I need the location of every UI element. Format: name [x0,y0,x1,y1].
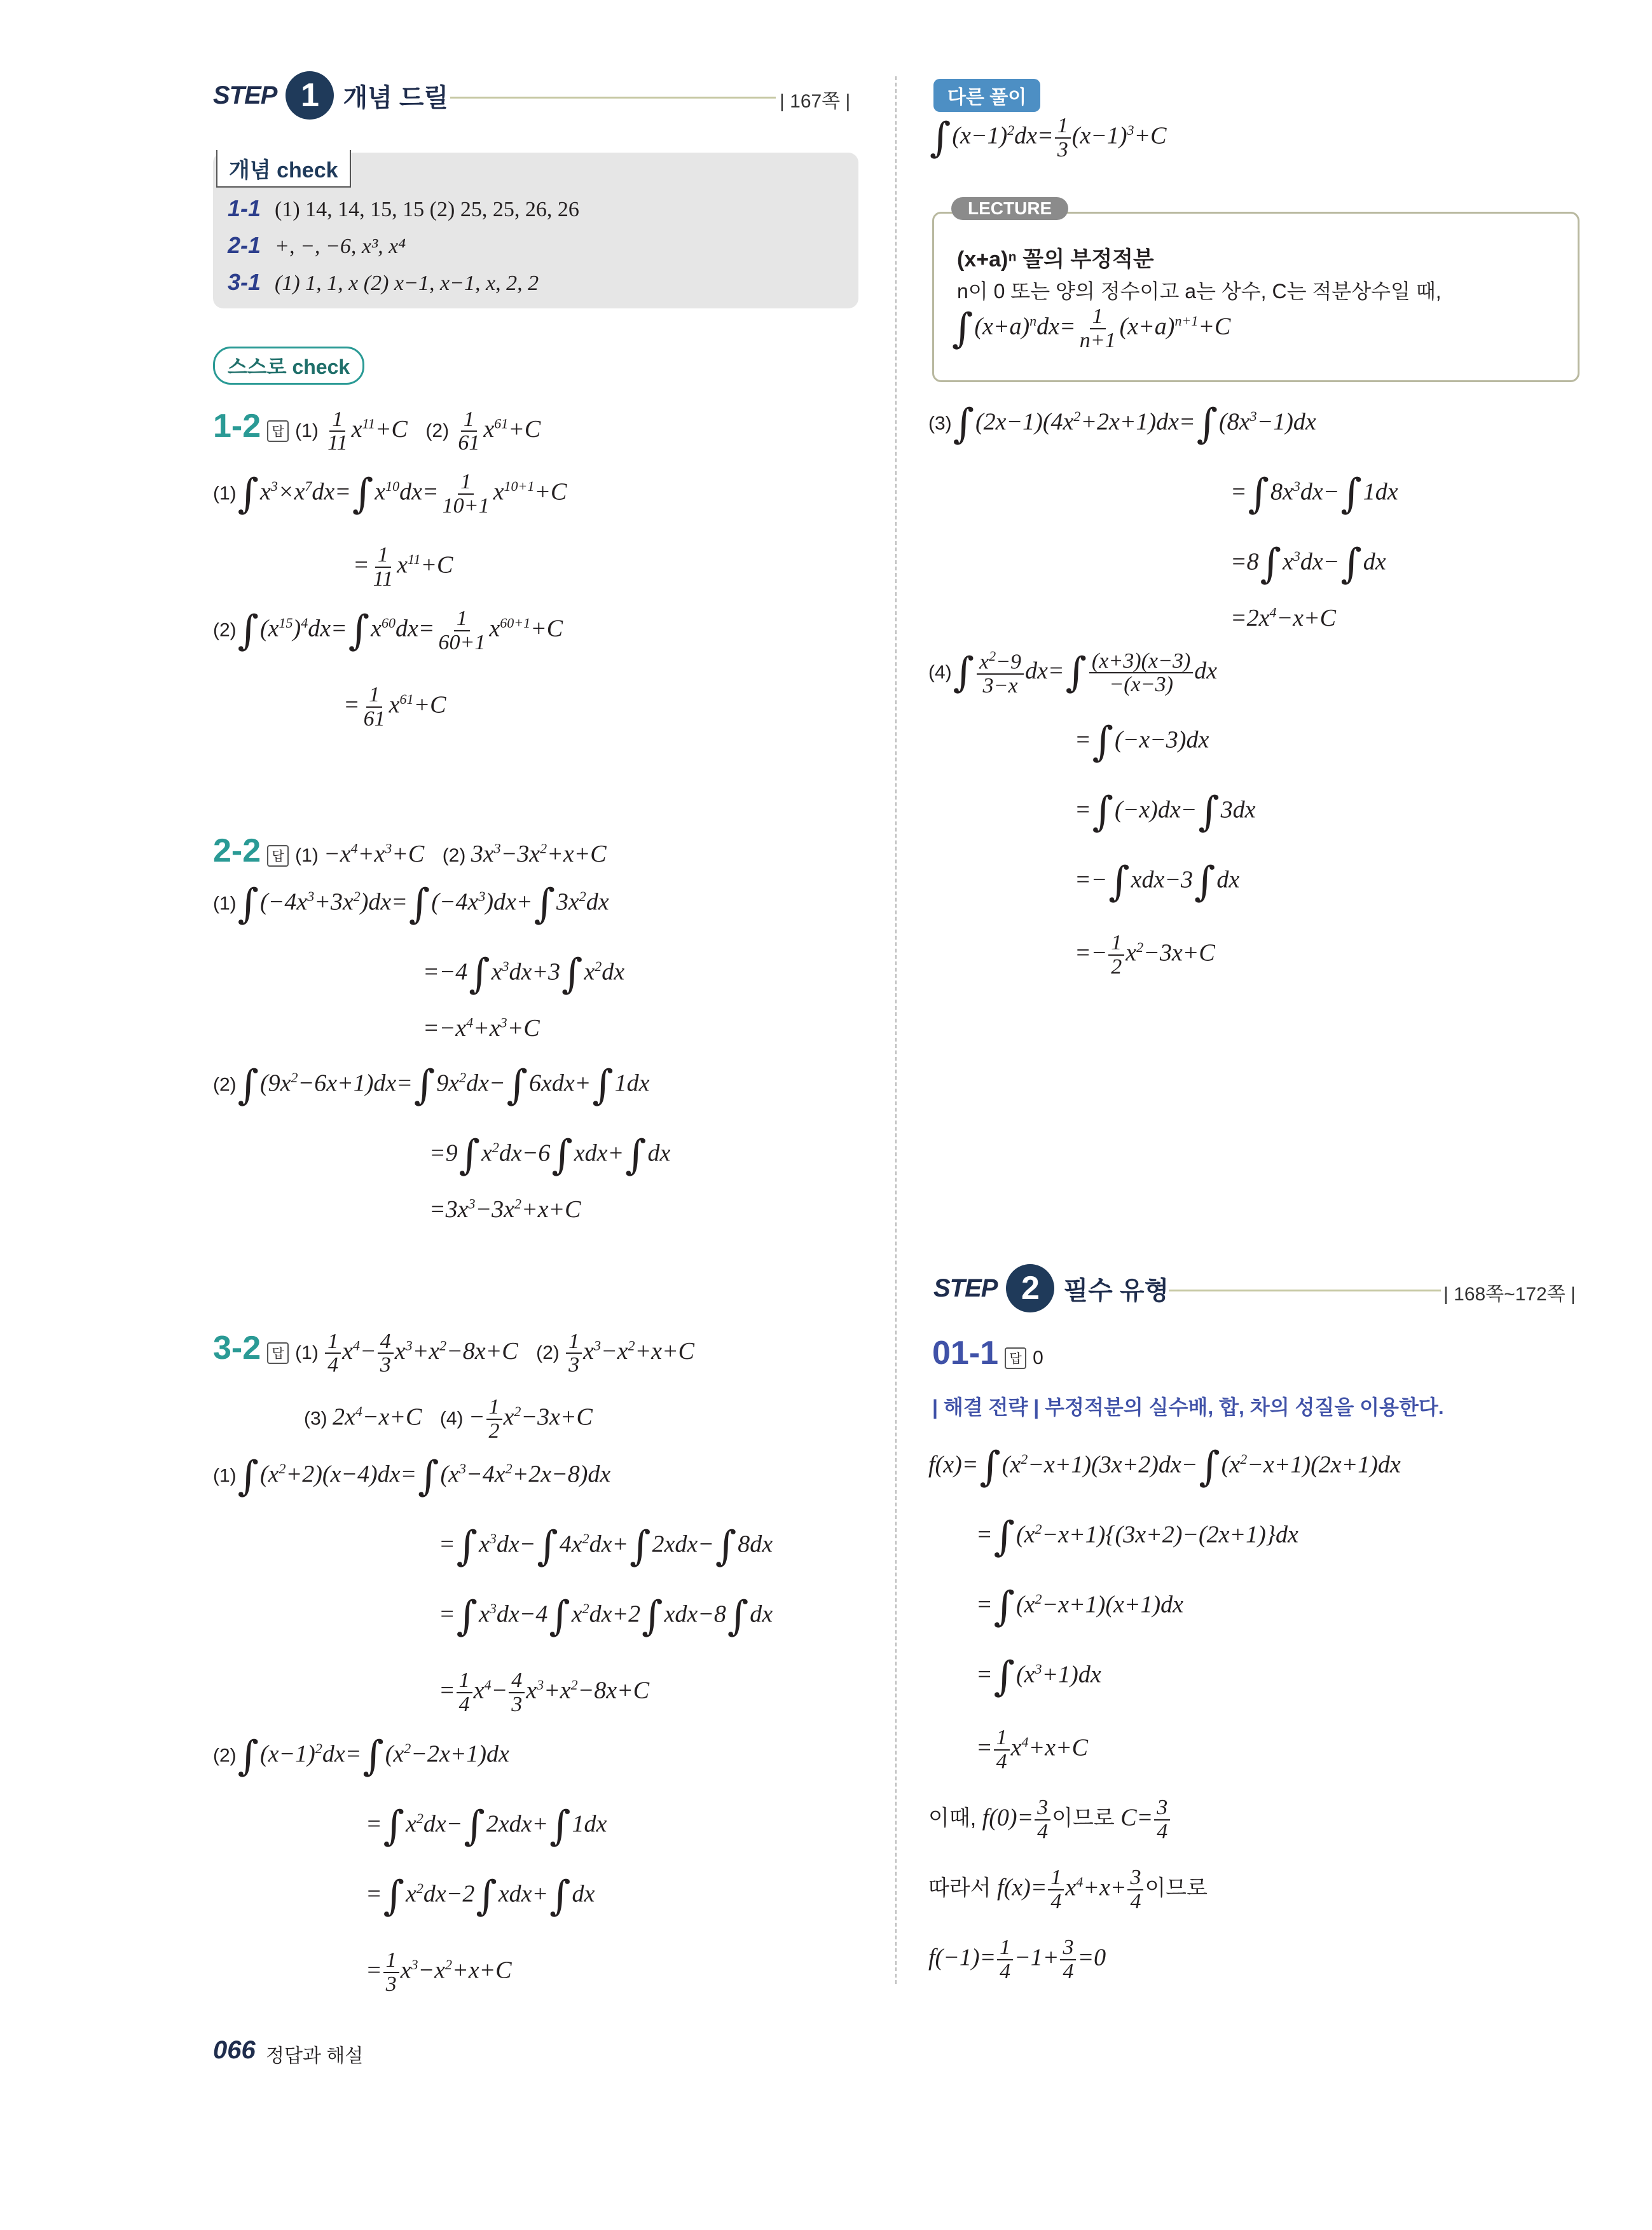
answer-icon: 답 [1005,1347,1026,1369]
solution-line: $f(x)=\int(x^2-x+1)(3x+2)dx-\int(x^2-x+1)(2x+1)dx$ [928,1443,1401,1490]
problem-2-2-answer: 2-2 답 $(1) -x^4+x^3+C$ (2) $3x^3-3x^2+x+C$ [213,832,607,869]
text-ittae: 이때, [928,1806,977,1831]
problem-number: 2-2 [213,832,261,869]
solution-line: $(2)\int(x^{15})^4dx=\int x^{60}dx=$ $\frac{1}{60+1}$ $x^{60+1}+C$ [213,607,563,654]
solution-line: =∫(−x)dx−∫3dx [1075,788,1256,836]
solution-line: 이때, f(0)= $\frac{3}{4}$ 이므로 C= $\frac{3}{4}$ [928,1796,1171,1843]
row-label: 2-1 [228,232,261,258]
row-label: 3-1 [228,269,261,295]
solution-line: =−∫xdx−3∫dx [1075,858,1240,905]
problem-3-2-answer-cont: (3) $2x^4-x+C$ (4) − $\frac{1}{2}$ $x^2-3x+C$ [304,1395,593,1443]
step-number-badge: 2 [1006,1264,1054,1312]
solution-line: $=\int(x^2-x+1)\{(3x+2)-(2x+1)\}dx$ [976,1513,1298,1560]
answer-icon: 답 [267,420,289,442]
solution-line: $=-x^4+x^3+C$ [423,1014,540,1042]
solution-line: $=\int x^2dx-2\int xdx+\int dx$ [366,1873,595,1920]
step2-rule [1169,1290,1441,1291]
solution-line: = $\frac{1}{11}$ $x^{11}+C$ [353,543,453,591]
answer-icon: 답 [267,845,289,867]
problem-1-2-answer: 1-2 답 (1) $\frac{1}{11}$ $x^{11}+C$ (2) $\frac{1}{61}$ $x^{61}+C$ [213,407,541,455]
problem-number: 3-2 [213,1330,261,1366]
text-ttaraseo: 따라서 [928,1876,991,1901]
solution-line: $(3)\int(2x-1)(4x^2+2x+1)dx=\int(8x^3-1)dx$ [928,401,1316,448]
lecture-description: n이 0 또는 양의 정수이고 a는 상수, C는 적분상수일 때, [957,280,1442,303]
lecture-formula: $\int(x+a)^ndx=$ $\frac{1}{n+1}$ $(x+a)^{n+1}+C$ [952,305,1231,352]
solution-line: = $\frac{1}{3}$ $x^3-x^2+x+C$ [366,1948,512,1996]
step-label: STEP [933,1274,998,1302]
solution-line: $(2)\int(x-1)^2dx=\int(x^2-2x+1)dx$ [213,1733,509,1780]
answer-value: 0 [1033,1347,1043,1368]
solution-line: $=\int x^2dx-\int 2xdx+\int 1dx$ [366,1803,607,1850]
step-title: 개념 드릴 [343,83,449,112]
solution-line: $(2)\int(9x^2-6x+1)dx=\int 9x^2dx-\int 6xdx+\int 1dx$ [213,1062,650,1109]
lecture-heading: (x+a)ⁿ 꼴의 부정적분 [957,247,1154,272]
solution-line: $=9\int x^2dx-6\int xdx+\int dx$ [429,1132,671,1179]
solution-line: f(−1)= $\frac{1}{4}$ −1+ $\frac{3}{4}$ =0 [928,1936,1106,1983]
solution-line: $=\int x^3dx-\int 4x^2dx+\int 2xdx-\int 8dx$ [439,1523,773,1570]
alt-solution-badge: 다른 풀이 [933,79,1040,112]
step2-header [933,1264,1169,1312]
solution-line: = $\frac{1}{4}$ $x^4-$ $\frac{4}{3}$ $x^3+x^2-8x+C$ [439,1669,650,1716]
column-divider [895,76,897,1984]
row-label: 1-1 [228,195,261,221]
solution-line: $=8\int x^3dx-\int dx$ [1230,540,1386,588]
problem-number: 01-1 [932,1335,999,1372]
solution-line: (4)∫ $\frac{x^2-9}{3-x}$ dx=∫ $\frac{(x+3)(x-3)}{-(x-3)}$ dx [928,648,1218,698]
step2-page-ref: | 168쪽~172쪽 | [1443,1284,1576,1305]
step-title: 필수 유형 [1063,1276,1169,1305]
self-check-badge: 스스로 check [213,347,364,385]
concept-check-row [228,269,539,296]
concept-check-tab: 개념 check [216,150,351,188]
step1-header [213,71,448,120]
solution-line: = $\frac{1}{61}$ $x^{61}+C$ [343,683,446,731]
solution-line: = $\frac{1}{4}$ $x^4+x+C$ [976,1726,1089,1773]
problem-01-1-answer [932,1334,1043,1372]
row-text: +, −, −6, x³, x⁴ [275,235,406,258]
solution-line: $(1)\int(x^2+2)(x-4)dx=\int(x^3-4x^2+2x-8)dx$ [213,1453,611,1500]
step1-page-ref: | 167쪽 | [780,91,851,112]
footer-label: 정답과 해설 [266,2046,364,2067]
solution-line: $=\int(x^2-x+1)(x+1)dx$ [976,1583,1184,1630]
solution-line: $(1)\int(-4x^3+3x^2)dx=\int(-4x^3)dx+\int 3x^2dx$ [213,881,609,928]
solution-line: $(1)\int x^3\times x^7dx=\int x^{10}dx=$ $\frac{1}{10+1}$ $x^{10+1}+C$ [213,470,567,518]
text-imeuro: 이므로 [1145,1876,1208,1901]
page-number: 066 [213,2036,256,2064]
answer-icon: 답 [267,1342,289,1364]
solution-line: $=-4\int x^3dx+3\int x^2dx$ [423,951,625,998]
solution-line: =− $\frac{1}{2}$ $x^2-3x+C$ [1075,931,1215,979]
step-number-badge: 1 [286,71,334,120]
alt-solution-line: $\int(x-1)^2dx=$ $\frac{1}{3}$ $(x-1)^3+C$ [930,114,1167,162]
problem-3-2-answer: 3-2 답 (1) $\frac{1}{4}$ $x^4-$ $\frac{4}{3}$ $x^3+x^2-8x+C$ (2) $\frac{1}{3}$ $x^3-x^2+x+C$ [213,1329,694,1377]
solution-line: 따라서 f(x)= $\frac{1}{4}$ $x^4+x+$ $\frac{3}{4}$ 이므로 [928,1866,1208,1913]
row-text: (1) 14, 14, 15, 15 (2) 25, 25, 26, 26 [275,198,579,221]
step-label: STEP [213,81,277,109]
text-imeuro: 이므로 [1052,1806,1115,1831]
solution-line: $=\int 8x^3dx-\int 1dx$ [1230,471,1398,518]
solution-line: $=\int x^3dx-4\int x^2dx+2\int xdx-8\int dx$ [439,1593,773,1640]
solution-line: =∫(−x−3)dx [1075,719,1209,766]
concept-check-row [228,232,406,259]
solution-line: $=2x^4-x+C$ [1230,604,1337,631]
problem-number: 1-2 [213,408,261,444]
solution-strategy: | 해결 전략 | 부정적분의 실수배, 합, 차의 성질을 이용한다. [932,1396,1444,1419]
lecture-tab: LECTURE [951,197,1068,220]
solution-line: $=\int(x^3+1)dx$ [976,1653,1101,1700]
step1-rule [450,97,776,99]
solution-line: $=3x^3-3x^2+x+C$ [429,1195,581,1223]
row-text: (1) 1, 1, x (2) x−1, x−1, x, 2, 2 [275,272,539,295]
concept-check-row [228,195,579,222]
